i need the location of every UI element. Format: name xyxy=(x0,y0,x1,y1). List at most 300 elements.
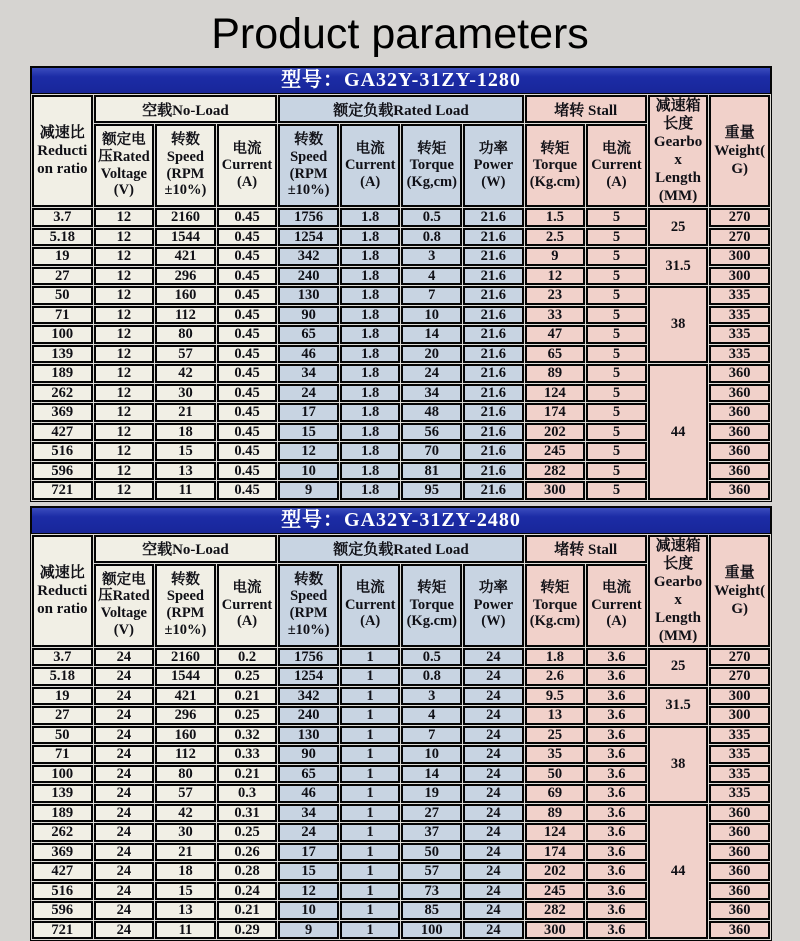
cell-no-load-current: 0.3 xyxy=(217,784,278,803)
cell-rated-torque: 14 xyxy=(401,325,462,344)
cell-rated-speed: 17 xyxy=(278,403,339,422)
cell-reduction-ratio: 369 xyxy=(32,403,93,422)
group-header-stall: 堵转 Stall xyxy=(525,535,647,563)
cell-weight: 335 xyxy=(709,726,770,745)
cell-rated-current: 1 xyxy=(340,804,401,823)
cell-weight: 270 xyxy=(709,228,770,247)
cell-weight: 360 xyxy=(709,921,770,940)
cell-reduction-ratio: 100 xyxy=(32,765,93,784)
cell-reduction-ratio: 262 xyxy=(32,823,93,842)
cell-rated-current: 1.8 xyxy=(340,384,401,403)
cell-no-load-current: 0.21 xyxy=(217,687,278,706)
cell-power: 24 xyxy=(463,706,524,725)
cell-stall-current: 3.6 xyxy=(586,882,647,901)
cell-reduction-ratio: 427 xyxy=(32,423,93,442)
header-stall-current: 电流 Current (A) xyxy=(586,564,647,647)
cell-stall-torque: 2.5 xyxy=(525,228,586,247)
cell-rated-voltage: 24 xyxy=(94,882,155,901)
cell-stall-torque: 33 xyxy=(525,306,586,325)
cell-rated-voltage: 12 xyxy=(94,306,155,325)
cell-no-load-speed: 296 xyxy=(155,706,216,725)
cell-rated-current: 1 xyxy=(340,667,401,686)
cell-weight: 360 xyxy=(709,364,770,383)
cell-power: 24 xyxy=(463,843,524,862)
cell-rated-speed: 65 xyxy=(278,325,339,344)
header-no-load-current: 电流 Current (A) xyxy=(217,564,278,647)
table-row xyxy=(32,364,770,383)
cell-rated-speed: 15 xyxy=(278,423,339,442)
cell-rated-current: 1 xyxy=(340,862,401,881)
cell-no-load-current: 0.45 xyxy=(217,345,278,364)
cell-gearbox-length: 25 xyxy=(648,208,709,246)
cell-rated-voltage: 24 xyxy=(94,765,155,784)
cell-no-load-current: 0.28 xyxy=(217,862,278,881)
cell-power: 24 xyxy=(463,882,524,901)
cell-rated-speed: 1756 xyxy=(278,208,339,227)
cell-rated-current: 1 xyxy=(340,882,401,901)
cell-power: 24 xyxy=(463,667,524,686)
cell-rated-speed: 65 xyxy=(278,765,339,784)
cell-rated-torque: 7 xyxy=(401,286,462,305)
cell-rated-current: 1.8 xyxy=(340,345,401,364)
cell-rated-speed: 12 xyxy=(278,882,339,901)
cell-rated-torque: 24 xyxy=(401,364,462,383)
header-reduction-ratio: 减速比 Reduction ratio xyxy=(32,535,93,647)
cell-power: 21.6 xyxy=(463,403,524,422)
cell-reduction-ratio: 721 xyxy=(32,921,93,940)
header-gearbox-length: 减速箱 长度 Gearbox Length (MM) xyxy=(648,95,709,207)
cell-stall-current: 3.6 xyxy=(586,667,647,686)
cell-rated-torque: 19 xyxy=(401,784,462,803)
cell-stall-current: 5 xyxy=(586,286,647,305)
cell-no-load-speed: 112 xyxy=(155,745,216,764)
cell-weight: 335 xyxy=(709,325,770,344)
cell-rated-torque: 20 xyxy=(401,345,462,364)
cell-no-load-current: 0.45 xyxy=(217,442,278,461)
cell-stall-current: 5 xyxy=(586,325,647,344)
header-stall-torque: 转矩 Torque (Kg.cm) xyxy=(525,124,586,207)
cell-reduction-ratio: 27 xyxy=(32,706,93,725)
cell-power: 21.6 xyxy=(463,286,524,305)
cell-no-load-speed: 2160 xyxy=(155,648,216,667)
cell-stall-current: 5 xyxy=(586,462,647,481)
cell-power: 24 xyxy=(463,687,524,706)
group-header-no-load: 空载No-Load xyxy=(94,535,278,563)
cell-stall-current: 3.6 xyxy=(586,843,647,862)
cell-no-load-speed: 30 xyxy=(155,823,216,842)
cell-rated-current: 1.8 xyxy=(340,403,401,422)
cell-rated-current: 1 xyxy=(340,687,401,706)
cell-rated-speed: 1254 xyxy=(278,667,339,686)
cell-reduction-ratio: 71 xyxy=(32,745,93,764)
cell-no-load-speed: 2160 xyxy=(155,208,216,227)
cell-reduction-ratio: 596 xyxy=(32,462,93,481)
header-weight: 重量 Weight( G) xyxy=(709,535,770,647)
cell-power: 21.6 xyxy=(463,423,524,442)
cell-weight: 300 xyxy=(709,247,770,266)
header-rated-speed: 转数 Speed (RPM ±10%) xyxy=(278,564,339,647)
cell-no-load-current: 0.26 xyxy=(217,843,278,862)
header-no-load-speed: 转数 Speed (RPM ±10%) xyxy=(155,564,216,647)
cell-weight: 360 xyxy=(709,901,770,920)
cell-power: 21.6 xyxy=(463,384,524,403)
cell-rated-voltage: 12 xyxy=(94,208,155,227)
cell-weight: 360 xyxy=(709,442,770,461)
cell-power: 24 xyxy=(463,745,524,764)
header-no-load-speed: 转数 Speed (RPM ±10%) xyxy=(155,124,216,207)
cell-rated-current: 1 xyxy=(340,765,401,784)
cell-stall-torque: 245 xyxy=(525,882,586,901)
cell-rated-torque: 57 xyxy=(401,862,462,881)
cell-power: 24 xyxy=(463,804,524,823)
cell-rated-speed: 10 xyxy=(278,901,339,920)
cell-no-load-current: 0.45 xyxy=(217,208,278,227)
cell-stall-current: 5 xyxy=(586,442,647,461)
cell-stall-torque: 202 xyxy=(525,423,586,442)
header-weight: 重量 Weight( G) xyxy=(709,95,770,207)
cell-stall-torque: 174 xyxy=(525,843,586,862)
cell-no-load-speed: 18 xyxy=(155,423,216,442)
cell-rated-torque: 0.8 xyxy=(401,667,462,686)
cell-stall-torque: 300 xyxy=(525,921,586,940)
cell-no-load-current: 0.45 xyxy=(217,286,278,305)
cell-stall-torque: 12 xyxy=(525,267,586,286)
cell-power: 24 xyxy=(463,648,524,667)
cell-rated-voltage: 12 xyxy=(94,345,155,364)
cell-weight: 270 xyxy=(709,667,770,686)
cell-rated-voltage: 12 xyxy=(94,423,155,442)
cell-rated-torque: 0.8 xyxy=(401,228,462,247)
cell-no-load-speed: 11 xyxy=(155,921,216,940)
cell-weight: 335 xyxy=(709,286,770,305)
cell-weight: 360 xyxy=(709,843,770,862)
cell-no-load-speed: 160 xyxy=(155,726,216,745)
cell-weight: 335 xyxy=(709,745,770,764)
cell-rated-speed: 240 xyxy=(278,267,339,286)
cell-no-load-current: 0.32 xyxy=(217,726,278,745)
cell-weight: 300 xyxy=(709,706,770,725)
header-reduction-ratio: 减速比 Reduction ratio xyxy=(32,95,93,207)
table-row xyxy=(32,247,770,266)
cell-stall-current: 3.6 xyxy=(586,862,647,881)
cell-rated-speed: 12 xyxy=(278,442,339,461)
cell-stall-torque: 9.5 xyxy=(525,687,586,706)
table-row xyxy=(32,286,770,305)
cell-rated-torque: 81 xyxy=(401,462,462,481)
table-row xyxy=(32,687,770,706)
cell-reduction-ratio: 427 xyxy=(32,862,93,881)
cell-rated-torque: 50 xyxy=(401,843,462,862)
cell-no-load-speed: 1544 xyxy=(155,228,216,247)
cell-rated-voltage: 24 xyxy=(94,804,155,823)
cell-power: 24 xyxy=(463,784,524,803)
page-title: Product parameters xyxy=(0,0,800,66)
cell-rated-voltage: 12 xyxy=(94,462,155,481)
cell-rated-voltage: 24 xyxy=(94,667,155,686)
cell-no-load-current: 0.25 xyxy=(217,706,278,725)
cell-reduction-ratio: 5.18 xyxy=(32,228,93,247)
cell-weight: 335 xyxy=(709,765,770,784)
cell-stall-torque: 300 xyxy=(525,481,586,500)
cell-rated-voltage: 12 xyxy=(94,364,155,383)
cell-rated-voltage: 24 xyxy=(94,862,155,881)
cell-reduction-ratio: 189 xyxy=(32,364,93,383)
group-header-rated-load: 额定负载Rated Load xyxy=(278,95,523,123)
cell-rated-voltage: 12 xyxy=(94,247,155,266)
cell-no-load-speed: 42 xyxy=(155,804,216,823)
cell-weight: 360 xyxy=(709,423,770,442)
cell-stall-current: 3.6 xyxy=(586,745,647,764)
cell-rated-current: 1 xyxy=(340,823,401,842)
cell-no-load-current: 0.45 xyxy=(217,423,278,442)
group-header-rated-load: 额定负载Rated Load xyxy=(278,535,523,563)
cell-reduction-ratio: 27 xyxy=(32,267,93,286)
cell-weight: 360 xyxy=(709,882,770,901)
cell-rated-voltage: 12 xyxy=(94,228,155,247)
cell-rated-torque: 0.5 xyxy=(401,648,462,667)
cell-rated-current: 1.8 xyxy=(340,325,401,344)
cell-rated-torque: 56 xyxy=(401,423,462,442)
cell-rated-speed: 34 xyxy=(278,364,339,383)
cell-no-load-speed: 57 xyxy=(155,784,216,803)
cell-rated-current: 1 xyxy=(340,921,401,940)
cell-no-load-current: 0.2 xyxy=(217,648,278,667)
cell-gearbox-length: 31.5 xyxy=(648,687,709,725)
cell-rated-speed: 342 xyxy=(278,247,339,266)
cell-reduction-ratio: 50 xyxy=(32,286,93,305)
cell-rated-speed: 34 xyxy=(278,804,339,823)
cell-reduction-ratio: 19 xyxy=(32,247,93,266)
cell-no-load-speed: 11 xyxy=(155,481,216,500)
cell-no-load-speed: 296 xyxy=(155,267,216,286)
cell-stall-torque: 89 xyxy=(525,364,586,383)
model-title-bar: 型号：GA32Y-31ZY-1280 xyxy=(30,66,772,95)
cell-rated-voltage: 24 xyxy=(94,823,155,842)
cell-rated-voltage: 24 xyxy=(94,706,155,725)
cell-stall-torque: 65 xyxy=(525,345,586,364)
cell-reduction-ratio: 516 xyxy=(32,882,93,901)
cell-power: 24 xyxy=(463,726,524,745)
cell-no-load-current: 0.29 xyxy=(217,921,278,940)
cell-stall-torque: 23 xyxy=(525,286,586,305)
cell-no-load-speed: 112 xyxy=(155,306,216,325)
cell-rated-torque: 10 xyxy=(401,306,462,325)
cell-weight: 360 xyxy=(709,804,770,823)
cell-reduction-ratio: 596 xyxy=(32,901,93,920)
cell-rated-torque: 95 xyxy=(401,481,462,500)
cell-weight: 360 xyxy=(709,823,770,842)
cell-power: 24 xyxy=(463,921,524,940)
cell-rated-speed: 130 xyxy=(278,726,339,745)
cell-gearbox-length: 31.5 xyxy=(648,247,709,285)
cell-reduction-ratio: 3.7 xyxy=(32,648,93,667)
cell-weight: 270 xyxy=(709,208,770,227)
cell-no-load-current: 0.21 xyxy=(217,901,278,920)
cell-power: 24 xyxy=(463,765,524,784)
cell-rated-speed: 15 xyxy=(278,862,339,881)
cell-stall-torque: 25 xyxy=(525,726,586,745)
cell-no-load-speed: 160 xyxy=(155,286,216,305)
cell-rated-current: 1.8 xyxy=(340,442,401,461)
table-row xyxy=(32,208,770,227)
header-rated-voltage: 额定电压Rated Voltage (V) xyxy=(94,564,155,647)
cell-no-load-speed: 13 xyxy=(155,901,216,920)
cell-reduction-ratio: 139 xyxy=(32,784,93,803)
cell-stall-current: 5 xyxy=(586,267,647,286)
cell-reduction-ratio: 139 xyxy=(32,345,93,364)
cell-stall-current: 5 xyxy=(586,345,647,364)
cell-rated-voltage: 24 xyxy=(94,901,155,920)
cell-stall-torque: 35 xyxy=(525,745,586,764)
header-gearbox-length: 减速箱 长度 Gearbox Length (MM) xyxy=(648,535,709,647)
cell-rated-torque: 4 xyxy=(401,267,462,286)
cell-stall-torque: 89 xyxy=(525,804,586,823)
header-rated-torque: 转矩 Torque (Kg.cm) xyxy=(401,564,462,647)
cell-power: 21.6 xyxy=(463,442,524,461)
cell-rated-torque: 10 xyxy=(401,745,462,764)
header-power: 功率 Power (W) xyxy=(463,124,524,207)
cell-no-load-speed: 80 xyxy=(155,325,216,344)
cell-weight: 360 xyxy=(709,862,770,881)
cell-power: 24 xyxy=(463,901,524,920)
cell-stall-current: 5 xyxy=(586,208,647,227)
cell-rated-current: 1 xyxy=(340,784,401,803)
cell-reduction-ratio: 50 xyxy=(32,726,93,745)
cell-power: 24 xyxy=(463,862,524,881)
cell-rated-torque: 4 xyxy=(401,706,462,725)
cell-stall-torque: 282 xyxy=(525,462,586,481)
header-stall-torque: 转矩 Torque (Kg.cm) xyxy=(525,564,586,647)
cell-stall-torque: 9 xyxy=(525,247,586,266)
cell-no-load-speed: 15 xyxy=(155,882,216,901)
cell-rated-voltage: 12 xyxy=(94,403,155,422)
cell-reduction-ratio: 189 xyxy=(32,804,93,823)
cell-no-load-speed: 21 xyxy=(155,403,216,422)
cell-weight: 335 xyxy=(709,784,770,803)
cell-gearbox-length: 38 xyxy=(648,286,709,363)
cell-rated-speed: 9 xyxy=(278,921,339,940)
cell-weight: 360 xyxy=(709,481,770,500)
cell-rated-current: 1 xyxy=(340,745,401,764)
cell-no-load-current: 0.45 xyxy=(217,462,278,481)
cell-rated-current: 1.8 xyxy=(340,247,401,266)
cell-stall-torque: 1.5 xyxy=(525,208,586,227)
table-row xyxy=(32,804,770,823)
cell-rated-speed: 17 xyxy=(278,843,339,862)
cell-no-load-current: 0.45 xyxy=(217,228,278,247)
cell-rated-speed: 130 xyxy=(278,286,339,305)
cell-no-load-current: 0.33 xyxy=(217,745,278,764)
cell-rated-speed: 1756 xyxy=(278,648,339,667)
cell-stall-current: 5 xyxy=(586,364,647,383)
header-power: 功率 Power (W) xyxy=(463,564,524,647)
cell-reduction-ratio: 516 xyxy=(32,442,93,461)
cell-rated-current: 1.8 xyxy=(340,481,401,500)
cell-stall-torque: 69 xyxy=(525,784,586,803)
cell-gearbox-length: 44 xyxy=(648,364,709,500)
cell-power: 21.6 xyxy=(463,208,524,227)
cell-reduction-ratio: 5.18 xyxy=(32,667,93,686)
cell-rated-speed: 342 xyxy=(278,687,339,706)
cell-rated-speed: 90 xyxy=(278,745,339,764)
cell-gearbox-length: 44 xyxy=(648,804,709,940)
cell-rated-current: 1.8 xyxy=(340,228,401,247)
cell-power: 24 xyxy=(463,823,524,842)
cell-weight: 300 xyxy=(709,687,770,706)
cell-reduction-ratio: 71 xyxy=(32,306,93,325)
cell-weight: 300 xyxy=(709,267,770,286)
cell-no-load-speed: 15 xyxy=(155,442,216,461)
cell-weight: 335 xyxy=(709,345,770,364)
cell-weight: 360 xyxy=(709,403,770,422)
cell-gearbox-length: 38 xyxy=(648,726,709,803)
cell-no-load-current: 0.45 xyxy=(217,267,278,286)
cell-stall-current: 5 xyxy=(586,384,647,403)
cell-weight: 360 xyxy=(709,384,770,403)
cell-rated-current: 1 xyxy=(340,726,401,745)
cell-no-load-speed: 18 xyxy=(155,862,216,881)
cell-rated-current: 1.8 xyxy=(340,364,401,383)
cell-stall-current: 3.6 xyxy=(586,648,647,667)
cell-rated-speed: 46 xyxy=(278,784,339,803)
cell-rated-speed: 1254 xyxy=(278,228,339,247)
cell-gearbox-length: 25 xyxy=(648,648,709,686)
cell-weight: 270 xyxy=(709,648,770,667)
cell-rated-current: 1.8 xyxy=(340,208,401,227)
group-header-no-load: 空载No-Load xyxy=(94,95,278,123)
cell-rated-speed: 24 xyxy=(278,384,339,403)
cell-rated-torque: 48 xyxy=(401,403,462,422)
cell-no-load-current: 0.25 xyxy=(217,823,278,842)
cell-no-load-speed: 21 xyxy=(155,843,216,862)
cell-rated-current: 1.8 xyxy=(340,286,401,305)
parameters-table xyxy=(30,533,772,941)
cell-stall-current: 5 xyxy=(586,306,647,325)
cell-rated-current: 1 xyxy=(340,706,401,725)
cell-stall-current: 5 xyxy=(586,403,647,422)
cell-stall-current: 3.6 xyxy=(586,687,647,706)
cell-rated-current: 1.8 xyxy=(340,306,401,325)
cell-rated-torque: 70 xyxy=(401,442,462,461)
cell-power: 21.6 xyxy=(463,306,524,325)
cell-rated-speed: 24 xyxy=(278,823,339,842)
cell-rated-speed: 10 xyxy=(278,462,339,481)
cell-no-load-current: 0.21 xyxy=(217,765,278,784)
cell-reduction-ratio: 3.7 xyxy=(32,208,93,227)
cell-stall-current: 5 xyxy=(586,423,647,442)
cell-rated-torque: 85 xyxy=(401,901,462,920)
cell-rated-torque: 27 xyxy=(401,804,462,823)
cell-rated-torque: 34 xyxy=(401,384,462,403)
cell-rated-torque: 3 xyxy=(401,247,462,266)
cell-stall-torque: 282 xyxy=(525,901,586,920)
cell-stall-current: 3.6 xyxy=(586,901,647,920)
cell-rated-torque: 14 xyxy=(401,765,462,784)
model-title-bar: 型号：GA32Y-31ZY-2480 xyxy=(30,506,772,535)
cell-stall-current: 5 xyxy=(586,481,647,500)
cell-reduction-ratio: 100 xyxy=(32,325,93,344)
cell-no-load-speed: 57 xyxy=(155,345,216,364)
cell-no-load-speed: 42 xyxy=(155,364,216,383)
cell-rated-voltage: 24 xyxy=(94,843,155,862)
cell-no-load-speed: 421 xyxy=(155,247,216,266)
cell-weight: 360 xyxy=(709,462,770,481)
cell-rated-speed: 46 xyxy=(278,345,339,364)
cell-rated-torque: 73 xyxy=(401,882,462,901)
cell-stall-current: 3.6 xyxy=(586,726,647,745)
cell-rated-voltage: 12 xyxy=(94,481,155,500)
cell-stall-torque: 13 xyxy=(525,706,586,725)
